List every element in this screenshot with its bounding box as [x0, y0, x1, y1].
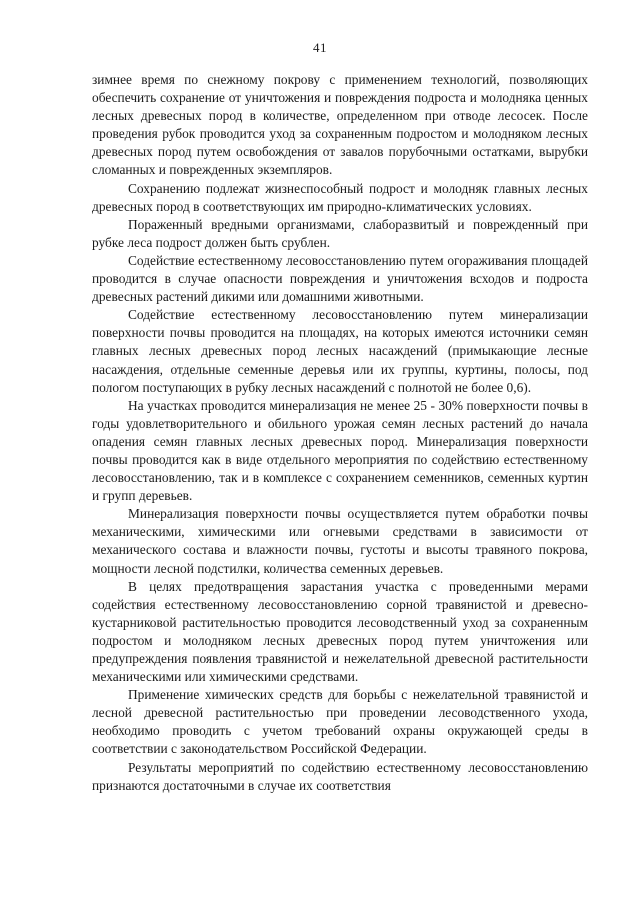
- paragraph-2: Сохранению подлежат жизнеспособный подрост и молодняк главных лесных древесных пород в соответствующих им природно-климатических условиях.: [92, 180, 588, 214]
- paragraph-4: Содействие естественному лесовосстановлению путем огораживания площадей проводится в случае опасности повреждения и уничтожения всходов и подроста древесных растений дикими или домашними животными.: [92, 252, 588, 305]
- document-body: [92, 71, 588, 795]
- paragraph-6: На участках проводится минерализация не менее 25 - 30% поверхности почвы в годы удовлетворительного и обильного урожая семян лесных растений до начала опадения семян главных лесных древесных пород. Минерализация поверхности почвы проводится как в виде отдельного мероприятия по содействию естественному лесовосстановлению, так и в комплексе с сохранением семенников, семенных куртин и групп деревьев.: [92, 397, 588, 504]
- paragraph-10: Результаты мероприятий по содействию естественному лесовосстановлению признаются достаточными в случае их соответствия: [92, 759, 588, 793]
- paragraph-7: Минерализация поверхности почвы осуществляется путем обработки почвы механическими, химическими или огневыми средствами в зависимости от механического состава и влажности почвы, густоты и высоты травяного покрова, мощности лесной подстилки, количества семенных деревьев.: [92, 506, 588, 576]
- paragraph-9: Применение химических средств для борьбы с нежелательной травянистой и лесной древесной растительностью при проведении лесоводственного ухода, необходимо проводить с учетом требований охраны окружающей среды в соответствии с законодательством Российской Федерации.: [92, 687, 588, 757]
- paragraph-5: Содействие естественному лесовосстановлению путем минерализации поверхности почвы проводится на площадях, на которых имеются источники семян главных лесных древесных пород лесных насаждений (примыкающие лесные насаждения, отдельные семенные деревья или их группы, куртины, полосы, под пологом поступающих в рубку лесных насаждений с полнотой не более 0,6).: [92, 307, 588, 395]
- paragraph-8: В целях предотвращения зарастания участка с проведенными мерами содействия естественному лесовосстановлению сорной травянистой и древесно-кустарниковой растительностью проводится лесоводственный уход за сохраненным подростом и молодняком лесных древесных пород путем уничтожения или предупреждения появления травянистой и нежелательной древесной растительности механическими или химическими средствами.: [92, 578, 588, 685]
- page-number: 41: [313, 40, 327, 55]
- paragraph-1: зимнее время по снежному покрову с применением технологий, позволяющих обеспечить сохранение от уничтожения и повреждения подроста и молодняка ценных лесных древесных пород в количестве, определенном при отводе лесосек. После проведения рубок проводится уход за сохраненным подростом и молодняком лесных древесных пород путем освобождения от завалов порубочными остатками, вырубки сломанных и поврежденных экземпляров.: [92, 72, 588, 178]
- paragraph-3: Пораженный вредными организмами, слаборазвитый и поврежденный при рубке леса подрост должен быть срублен.: [92, 216, 588, 250]
